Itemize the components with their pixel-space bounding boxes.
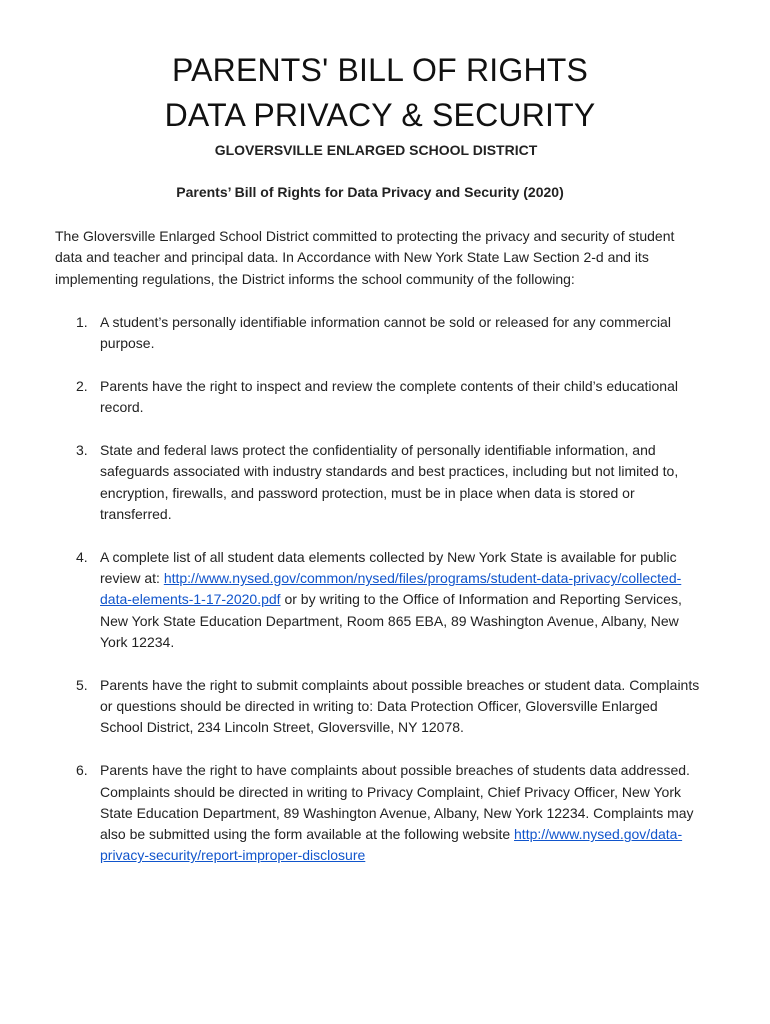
data-elements-link[interactable]: http://www.nysed.gov/common/nysed/files/programs/student-data-privacy/collected-data-elements-1-17-2020.pdf [100, 570, 682, 608]
list-item-text: A student’s personally identifiable information cannot be sold or released for any commercial purpose. [100, 314, 671, 352]
page-title-line-1: PARENTS' BILL OF RIGHTS [171, 52, 589, 88]
list-item-number: 4. [76, 548, 88, 565]
list-item [76, 312, 701, 355]
document-subtitle: Parents’ Bill of Rights for Data Privacy and Security (2020) [176, 184, 564, 200]
list-item-number: 3. [76, 442, 88, 459]
list-item-text: Parents have the right to submit complaints about possible breaches or student data. Complaints or questions should be directed in writing to: Data Protection Officer, Gloversville Enlarged School District, 234 Lincoln Street, Gloversville, NY 12078. [100, 676, 700, 736]
list-item [76, 760, 701, 866]
list-item [76, 376, 701, 419]
list-item-number: 1. [76, 314, 88, 330]
district-name: GLOVERSVILLE ENLARGED SCHOOL DISTRICT [214, 142, 538, 158]
list-item [76, 547, 701, 653]
list-item-number: 5. [76, 676, 88, 693]
intro-paragraph: The Gloversville Enlarged School District committed to protecting the privacy and security of student data and teacher and principal data. In Accordance with New York State Law Section 2-d and its implementing regulations, the District informs the school community of the following: [55, 228, 675, 287]
page-title-line-2: DATA PRIVACY & SECURITY [164, 97, 596, 133]
list-item-text: State and federal laws protect the confidentiality of personally identifiable information, and safeguards associated with industry standards and best practices, including but not limited to, encryption, firewalls, and password protection, must be in place when data is stored or transferred. [100, 442, 679, 523]
list-item [76, 675, 701, 739]
list-item-text-after-link: or by writing to the Office of Information and Reporting Services, New York State Education Department, Room 865 EBA, 89 Washington Avenue, Albany, New York 12234. [100, 591, 682, 651]
list-item-text-before-link: Parents have the right to have complaints about possible breaches of students data addressed. Complaints should be directed in writing to Privacy Complaint, Chief Privacy Officer, New York State Education Department, 89 Washington Avenue, Albany, New York 12234. Complaints may also be submitted using the form available at the following website [100, 762, 694, 843]
list-item-text-before-link: A complete list of all student data elements collected by New York State is available for public review at: [100, 548, 677, 587]
list-item-number: 6. [76, 762, 88, 779]
rights-list [76, 312, 701, 888]
list-item-number: 2. [76, 378, 88, 395]
list-item-text: Parents have the right to inspect and review the complete contents of their child’s educational record. [100, 378, 678, 416]
list-item [76, 440, 701, 525]
report-disclosure-link[interactable]: http://www.nysed.gov/data-privacy-security/report-improper-disclosure [100, 826, 683, 864]
